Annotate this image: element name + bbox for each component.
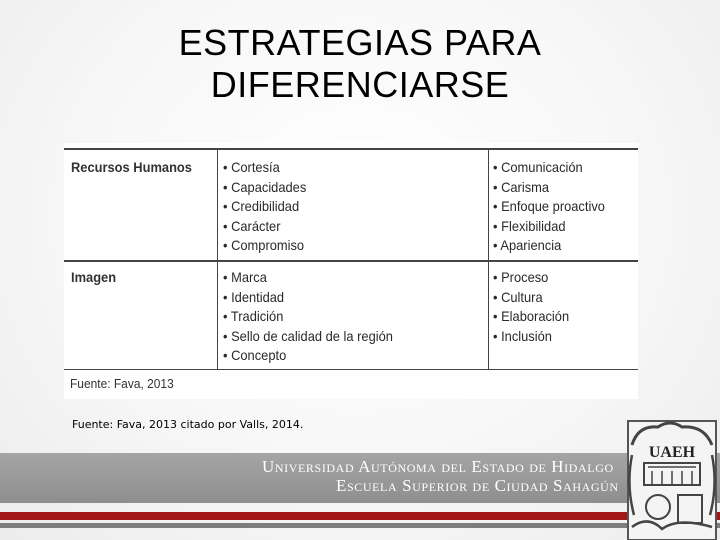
title-line-2: DIFERENCIARSE xyxy=(210,64,510,105)
table-col-divider-2 xyxy=(488,149,489,370)
list-item: • Capacidades xyxy=(223,178,306,198)
list-item: • Credibilidad xyxy=(223,197,306,217)
list-item: • Carisma xyxy=(493,178,605,198)
row-label-recursos-humanos: Recursos Humanos xyxy=(71,159,192,175)
strategies-table xyxy=(64,143,638,399)
table-col-divider-1 xyxy=(217,149,218,370)
list-item: • Tradición xyxy=(223,307,393,327)
list-item: • Proceso xyxy=(493,268,569,288)
uaeh-logo xyxy=(618,415,720,540)
table-top-rule xyxy=(64,148,638,150)
footer-school-name: Escuela Superior de Ciudad Sahagún xyxy=(336,476,619,495)
table-bottom-rule xyxy=(64,369,638,370)
row-label-imagen: Imagen xyxy=(71,269,117,285)
list-item: • Apariencia xyxy=(493,236,605,256)
list-item: • Comunicación xyxy=(493,158,605,178)
list-item: • Enfoque proactivo xyxy=(493,197,605,217)
footer-university-name: Universidad Autónoma del Estado de Hidalgo xyxy=(262,457,614,476)
footer-gray-bar xyxy=(0,523,720,528)
list-item: • Cortesía xyxy=(223,158,306,178)
slide-title xyxy=(60,22,660,106)
list-item: • Cultura xyxy=(493,288,569,308)
list-item: • Carácter xyxy=(223,217,306,237)
footer-red-bar xyxy=(0,512,720,520)
row2-col2-list xyxy=(493,268,576,346)
list-item: • Sello de calidad de la región xyxy=(223,327,393,347)
row1-col1-list xyxy=(223,158,314,256)
table-source-caption: Fuente: Fava, 2013 xyxy=(70,376,174,391)
row1-col2-list xyxy=(493,158,615,256)
row2-col1-list xyxy=(223,268,408,366)
list-item: • Compromiso xyxy=(223,236,306,256)
list-item: • Flexibilidad xyxy=(493,217,605,237)
list-item: • Concepto xyxy=(223,346,393,366)
logo-text: UAEH xyxy=(648,444,696,461)
table-mid-rule xyxy=(64,260,638,262)
list-item: • Inclusión xyxy=(493,327,569,347)
list-item: • Elaboración xyxy=(493,307,569,327)
list-item: • Marca xyxy=(223,268,393,288)
list-item: • Identidad xyxy=(223,288,393,308)
source-note: Fuente: Fava, 2013 citado por Valls, 2014. xyxy=(72,418,304,431)
title-line-1: ESTRATEGIAS PARA xyxy=(178,22,542,63)
